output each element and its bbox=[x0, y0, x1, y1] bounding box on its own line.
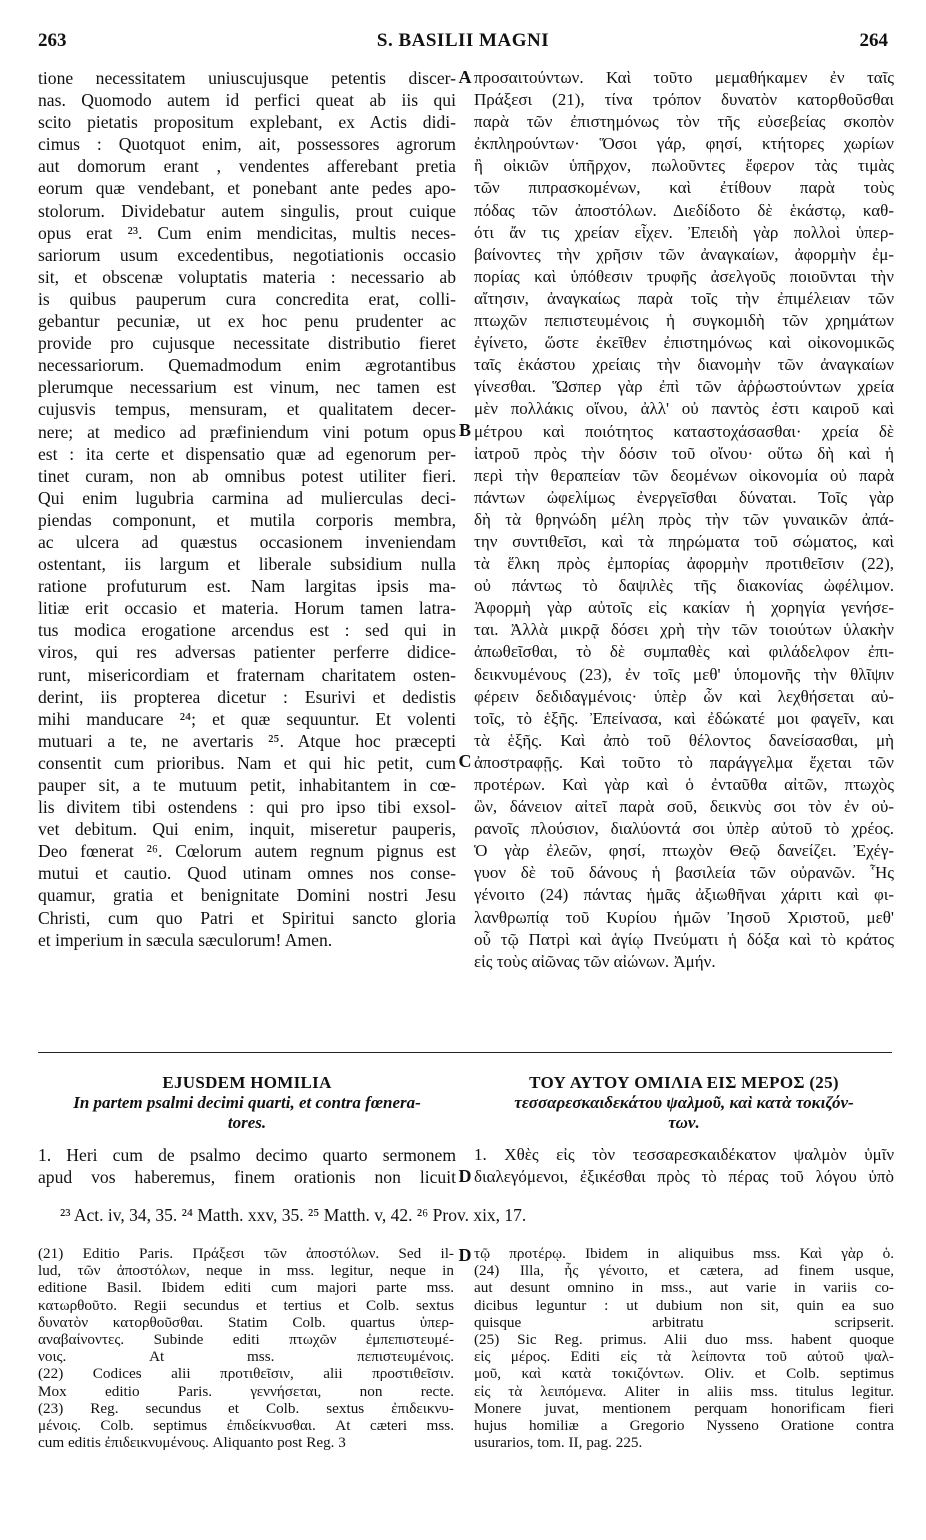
latin-text-line: ostentant, iis largum et liberale subsidium nulla bbox=[38, 554, 456, 575]
latin-text-line: sit, et obscenæ voluptatis materia : necessario ab bbox=[38, 266, 456, 287]
footnote-line: Mox editio Paris. γεννήσεται, non recte. bbox=[38, 1382, 454, 1400]
running-header bbox=[38, 30, 888, 56]
greek-text-line: ἐγίνετο, ὥστε ἐκεῖθεν ἐπιστημόνως καὶ οἰκονομικῶς bbox=[474, 333, 894, 353]
footnote-line: τῷ προτέρῳ. Ibidem in aliquibus mss. Καὶ γὰρ ὁ. bbox=[474, 1245, 894, 1262]
section-marker-c: C bbox=[458, 751, 472, 771]
section-divider bbox=[38, 1052, 892, 1053]
footnote-line: μοῦ, καὶ κατὰ τοκιζόντων. Oliv. et Colb. septimus bbox=[474, 1365, 894, 1383]
footnote-line: εἰς μέρος. Editi εἰς τὰ λείποντα τοῦ αὐτοῦ ψαλ- bbox=[474, 1348, 894, 1366]
latin-text-line: derint, iis propterea dicetur : Esurivi et dedistis bbox=[38, 686, 456, 707]
greek-text-line: παρὰ τῶν ἐπιστημόνως τὸν τῆς εὐσεβείας σκοπὸν bbox=[474, 112, 894, 132]
greek-text-line: οὗ τῷ Πατρὶ καὶ ἁγίῳ Πνεύματι ἡ δόξα καὶ τὸ κράτος bbox=[474, 929, 894, 949]
latin-text-line: nas. Quomodo autem id perfici queat ab iis qui bbox=[38, 90, 456, 111]
footnote-line: (23) Reg. secundus et Colb. sextus ἐπιδεικνυ- bbox=[38, 1399, 454, 1417]
greek-text-line: Πράξεσι (21), τίνα τρόπον δυνατὸν κατορθοῦσθαι bbox=[474, 90, 894, 110]
greek-text-line: βαίνοντες τὴν χρῆσιν τῶν ἀναγκαίων, ἀφορμὴν ἐμ- bbox=[474, 244, 894, 264]
footnote-line: Monere juvat, mentionem perquam honorificam fieri bbox=[474, 1399, 894, 1417]
footnote-line: (25) Sic Reg. primus. Alii duo mss. habent quoque bbox=[474, 1330, 894, 1348]
greek-text-line: μὲν πολλάκις οἴνου, ἀλλ' οὐ παντὸς ἐστι καιροῦ καὶ bbox=[474, 399, 894, 419]
greek-text-line: μέτρου καὶ ποιότητος καταστοχάσασθαι· χρεία δὲ bbox=[474, 421, 894, 441]
latin-text-line: est : ita certe et dispensatio quæ ad egenorum per- bbox=[38, 443, 456, 464]
footnote-line: δυνατὸν κατορθοῦσθαι. Statim Colb. quartus ὑπερ- bbox=[38, 1313, 454, 1331]
greek-text-line: τὰ ἕλκη πρὸς ἐμπορίας ἀφορμὴν προτιθεῖσιν (22), bbox=[474, 554, 894, 574]
latin-text-line: plerumque necessarium est vinum, nec tamen est bbox=[38, 377, 456, 398]
greek-text-line: τὰ ἑξῆς. Καὶ ἀπὸ τοῦ θέλοντος δανείσασθαι, μὴ bbox=[474, 730, 894, 750]
latin-text-line: aut domorum erant , vendentes afferebant pretia bbox=[38, 156, 456, 177]
section-marker-b: B bbox=[458, 420, 471, 440]
latin-text-line: runt, misericordiam et fraternam charitatem osten- bbox=[38, 664, 456, 685]
greek-text-line: ρανοῖς πλούσιον, διαλύοντά σοι ὑπὲρ αὐτοῦ τὸ χρέος. bbox=[474, 819, 894, 839]
notes-marker-d: D bbox=[458, 1245, 472, 1265]
greek-text-line: εἰς τοὺς αἰῶνας τῶν αἰώνων. Ἀμήν. bbox=[474, 951, 716, 971]
latin-text-line: pauper sit, a te mutuum petit, inhabitantem in cœ- bbox=[38, 775, 456, 795]
latin-text-line: Qui enim lugubria carmina ad mulierculas deci- bbox=[38, 487, 456, 508]
latin-text-line: is quibus pauperum cura concredita erat, colli- bbox=[38, 288, 456, 309]
greek-text-line: ται. Ἀλλὰ μικρᾷ δόσει χρὴ τὴν τῶν τοιούτων ὑλακὴν bbox=[474, 620, 894, 640]
latin-text-line: necessariorum. Quemadmodum enim ægrotantibus bbox=[38, 355, 456, 376]
footnote-line: (24) Illa, ἧς γένοιτο, et cætera, ad finem usque, bbox=[474, 1262, 894, 1280]
greek-homily-heading bbox=[474, 1073, 894, 1133]
greek-homily-title: ΤΟΥ ΑΥΤΟΥ ΟΜΙΛΙΑ ΕΙΣ ΜΕΡΟΣ (25) bbox=[529, 1073, 839, 1092]
section-marker-d: D bbox=[458, 1166, 472, 1186]
latin-text-line: mutuari a te, ne avertaris ²⁵. Atque hoc præcepti bbox=[38, 730, 456, 751]
footnote-line: μένοις. Colb. septimus ἐπιδείκνυσθαι. At cæteri mss. bbox=[38, 1416, 454, 1434]
page-number-right: 264 bbox=[859, 30, 888, 51]
greek-text-line: αἴτησιν, ἀναγκαίως παρὰ τοῖς τὴν ἐπιμέλειαν τῶν bbox=[474, 288, 894, 308]
latin-text-line: vet debitum. Qui enim, inquit, miseretur pauperis, bbox=[38, 819, 456, 840]
latin-opening-line: 1. Heri cum de psalmo decimo quarto sermonem bbox=[38, 1145, 456, 1165]
latin-text-line: provide pro cujusque necessitate distributio fieret bbox=[38, 333, 456, 354]
greek-text-line: λανθρωπίᾳ τοῦ Κυρίου ἡμῶν Ἰησοῦ Χριστοῦ, μεθ' bbox=[474, 907, 894, 927]
greek-text-line: ταῖς ἑκάστου χρείαις τὴν διανομὴν τῶν ἀναγκαίων bbox=[474, 355, 894, 375]
latin-text-line: ac ulcera ad quæstus occasionem inveniendam bbox=[38, 531, 456, 552]
greek-text-line: γυον δὲ τοῦ δάνους ἡ βασιλεία τῶν οὐρανῶν. Ἧς bbox=[474, 863, 894, 883]
footnote-line: usurarios, tom. II, pag. 225. bbox=[474, 1434, 643, 1452]
latin-text-line: viros, qui res adversas patienter perferre didice- bbox=[38, 642, 456, 663]
latin-text-line: nere; at medico ad præfiniendum vini potum opus bbox=[38, 421, 456, 442]
latin-opening-line: apud vos haberemus, finem orationis non licuit bbox=[38, 1167, 456, 1188]
latin-text-line: Christi, cum quo Patri et Spiritui sancto gloria bbox=[38, 907, 456, 928]
scripture-references: ²³ Act. iv, 34, 35. ²⁴ Matth. xxv, 35. ²⁵ Matth. v, 42. ²⁶ Prov. xix, 17. bbox=[60, 1205, 527, 1225]
latin-homily-subtitle-1: In partem psalmi decimi quarti, et contra fœnera- bbox=[73, 1093, 421, 1112]
greek-text-line: γένοιτο (24) πάντας ἡμᾶς ἀξιωθῆναι χάριτι καὶ φι- bbox=[474, 885, 894, 905]
greek-text-line: πορίας καὶ ὑπόθεσιν τρυφῆς ἀσελγοῦς ποιοῦνται τὴν bbox=[474, 266, 894, 286]
footnotes-left bbox=[38, 1245, 454, 1451]
greek-text-line: τοῖς, τὸ ἑξῆς. Ἐπείνασα, καὶ ἐδώκατέ μοι φαγεῖν, και bbox=[474, 708, 894, 728]
footnote-line: aut desunt omnino in mss., aut varie in variis co- bbox=[474, 1279, 894, 1297]
greek-opening bbox=[474, 1144, 894, 1188]
greek-text-line: Ἀφορμὴ γὰρ αὐτοῖς εἰς κακίαν ἡ χορηγία γενήσε- bbox=[474, 598, 894, 618]
greek-text-line: πάντων ὠφελίμως ἐνεργεῖσθαι δύναται. Τοῖς γὰρ bbox=[474, 487, 894, 507]
latin-text-column bbox=[38, 67, 456, 951]
footnote-line: lud, τῶν ἀποστόλων, neque in mss. legitur, neque in bbox=[38, 1262, 454, 1280]
footnote-line: νοις. At mss. πεπιστευμένοις. bbox=[38, 1348, 454, 1366]
footnote-line: αναβαίνοντες. Subinde editi πτωχῶν ἐμπεπιστευμέ- bbox=[38, 1330, 454, 1348]
footnote-line: (21) Editio Paris. Πράξεσι τῶν ἀποστόλων. Sed il- bbox=[38, 1245, 454, 1262]
footnote-line: cum editis ἐπιδεικνυμένους. Aliquanto post Reg. 3 bbox=[38, 1434, 346, 1452]
greek-text-line: ἀπωθεῖσθαι, τὸ δὲ συμπαθὲς καὶ φιλάδελφον ἐπι- bbox=[474, 642, 894, 662]
greek-text-line: δὴ τὰ θρηνώδη μέλη πρὸς τὴν τῶν γυναικῶν ἀπά- bbox=[474, 509, 894, 529]
greek-text-line: πόδας τῶν ἀποστόλων. Διεδίδοτο δὲ ἑκάστῳ, καθ- bbox=[474, 200, 894, 220]
latin-text-line: opus erat ²³. Cum enim mendicitas, multis neces- bbox=[38, 222, 456, 243]
greek-text-line: ἰατροῦ πρὸς τὴν δόσιν τοῦ οἴνου· οὕτω δὴ καὶ ἡ bbox=[474, 443, 894, 463]
page-number-left: 263 bbox=[38, 30, 67, 51]
footnote-line: hujus homiliæ a Gregorio Nysseno Oratione contra bbox=[474, 1416, 894, 1434]
greek-text-line: φέρειν δεδιδαγμένοις· ὑπὲρ ὧν καὶ λεχθήσεται αὐ- bbox=[474, 686, 894, 706]
latin-text-line: piendas componunt, et mutila corporis membra, bbox=[38, 509, 456, 530]
footnote-line: κατωρθοῦτο. Regii secundus et tertius et Colb. sextus bbox=[38, 1296, 454, 1314]
footnote-line: editione Basil. Ibidem editi cum majori parte mss. bbox=[38, 1279, 454, 1297]
latin-text-line: Deo fœnerat ²⁶. Cœlorum autem regnum pignus est bbox=[38, 841, 456, 862]
greek-homily-subtitle-2: των. bbox=[668, 1113, 700, 1132]
latin-text-line: tinet curam, non ab omnibus potest utiliter fieri. bbox=[38, 465, 456, 486]
latin-text-line: sariorum usum excedentibus, negotiationis occasio bbox=[38, 244, 456, 265]
latin-text-line: quamur, gratia et benignitate Domini nostri Jesu bbox=[38, 885, 456, 906]
footnote-line: εἰς τὰ λειπόμενα. Aliter in aliis mss. titulus legitur. bbox=[474, 1382, 894, 1400]
latin-opening bbox=[38, 1144, 456, 1188]
greek-text-line: οὐ πάντως τὸ δαψιλὲς τῆς διακονίας ὠφέλιμον. bbox=[474, 576, 894, 596]
latin-text-line: litiæ erit occasio et materia. Horum tamen latra- bbox=[38, 598, 456, 619]
greek-text-line: προσαιτούντων. Καὶ τοῦτο μεμαθήκαμεν ἐν ταῖς bbox=[474, 68, 894, 87]
greek-text-line: πτωχῶν πεπιστευμένοις ἡ συγκομιδὴ τῶν χρημάτων bbox=[474, 311, 894, 331]
greek-text-line: Ὁ γὰρ ἐλεῶν, φησί, πτωχὸν Θεῷ δανείζει. Ἐχέγ- bbox=[474, 841, 894, 861]
greek-text-line: ὢν, δάνειον αἰτεῖ παρὰ σοῦ, δεικνὺς σοι τὸν ἐν οὐ- bbox=[474, 797, 894, 817]
footnote-line: (22) Codices alii προτιθεῖσιν, alii προστιθεῖσιν. bbox=[38, 1365, 454, 1383]
latin-homily-subtitle-2: tores. bbox=[227, 1113, 267, 1132]
latin-text-line: cujusvis tempus, mensuram, et qualitatem decer- bbox=[38, 399, 456, 420]
greek-text-line: περὶ τὴν θεραπείαν τῶν δεομένων οἰκονομία οὐ παρὰ bbox=[474, 465, 894, 485]
greek-opening-line: διαλεγόμενοι, ἐξικέσθαι πρὸς τὸ πέρας τοῦ λόγου ὑπὸ bbox=[474, 1167, 894, 1187]
latin-text-line: mutui et cautio. Quod utinam omnes nos conse- bbox=[38, 863, 456, 884]
greek-text-line: προτέρων. Καὶ γὰρ καὶ ὁ ἐνταῦθα αἰτῶν, πτωχὸς bbox=[474, 775, 894, 794]
greek-text-line: ἀποστραφῇς. Καὶ τοῦτο τὸ παράγγελμα ἔχεται τῶν bbox=[474, 752, 894, 772]
greek-text-line: γίνεσθαι. Ὥσπερ γὰρ ἐπὶ τῶν ἀῤῥωστούντων χρεία bbox=[474, 377, 894, 397]
section-marker-a: A bbox=[458, 67, 472, 87]
greek-text-line: δεικνυμένους (23), ἐν τοῖς μεθ' ὑπομονῆς τὴν θλῖψιν bbox=[474, 664, 894, 684]
latin-text-line: gebantur pecuniæ, ut ex hoc penu prudenter ac bbox=[38, 311, 456, 332]
greek-homily-subtitle-1: τεσσαρεσκαιδεκάτου ψαλμοῦ, καὶ κατὰ τοκιζόν- bbox=[514, 1093, 854, 1112]
greek-text-line: ἐκπληρούντων· Ὅσοι γάρ, φησί, κτήτορες χωρίων bbox=[474, 134, 894, 154]
latin-text-line: stolorum. Dividebatur autem singulis, prout cuique bbox=[38, 200, 456, 221]
latin-text-line: tus modica erogatione arcendus est : sed qui in bbox=[38, 620, 456, 641]
latin-homily-title: EJUSDEM HOMILIA bbox=[162, 1073, 332, 1092]
greek-text-line: την συντιθεῖσι, καὶ τὰ πηρώματα τοῦ σώματος, καὶ bbox=[474, 531, 894, 551]
footnote-line: dicibus leguntur : ut dubium non sit, quin ea suo bbox=[474, 1296, 894, 1314]
latin-text-line: eorum quæ vendebant, et ponebant ante pedes apo- bbox=[38, 178, 456, 199]
latin-text-line: et imperium in sæcula sæculorum! Amen. bbox=[38, 929, 333, 950]
latin-text-line: consentit cum prioribus. Nam et qui hic petit, cum bbox=[38, 752, 456, 773]
latin-text-line: mihi manducare ²⁴; et quæ sequuntur. Et volenti bbox=[38, 708, 456, 729]
latin-text-line: cimus : Quotquot enim, ait, possessores agrorum bbox=[38, 134, 456, 155]
greek-text-line: ότι ἄν τις χρείαν εἶχεν. Ἐπειδὴ γὰρ πολλοὶ ὑπερ- bbox=[474, 222, 894, 242]
greek-text-column bbox=[474, 67, 894, 973]
greek-text-line: τῶν πιπρασκομένων, καὶ ἐτίθουν παρὰ τοὺς bbox=[474, 178, 894, 198]
running-title: S. BASILII MAGNI bbox=[376, 30, 550, 51]
latin-text-line: ratione profuturum est. Nam largitas ipsis ma- bbox=[38, 576, 456, 597]
latin-text-line: scito pietatis propositum explebant, ex Actis didi- bbox=[38, 112, 456, 133]
latin-text-line: tione necessitatem uniuscujusque petentis discer- bbox=[38, 68, 456, 88]
footnotes-right bbox=[474, 1245, 894, 1451]
greek-opening-line: 1. Χθὲς εἰς τὸν τεσσαρεσκαιδέκατον ψαλμὸν ὑμῖν bbox=[474, 1145, 894, 1164]
latin-text-line: lis divitem tibi ostendens : qui pro ipso tibi exsol- bbox=[38, 797, 456, 818]
latin-homily-heading bbox=[38, 1073, 456, 1133]
greek-text-line: ἢ οἰκιῶν ὑπῆρχον, πωλοῦντες ἔφερον τὰς τιμὰς bbox=[474, 156, 894, 176]
footnote-line: quisque arbitratu scripserit. bbox=[474, 1313, 894, 1331]
